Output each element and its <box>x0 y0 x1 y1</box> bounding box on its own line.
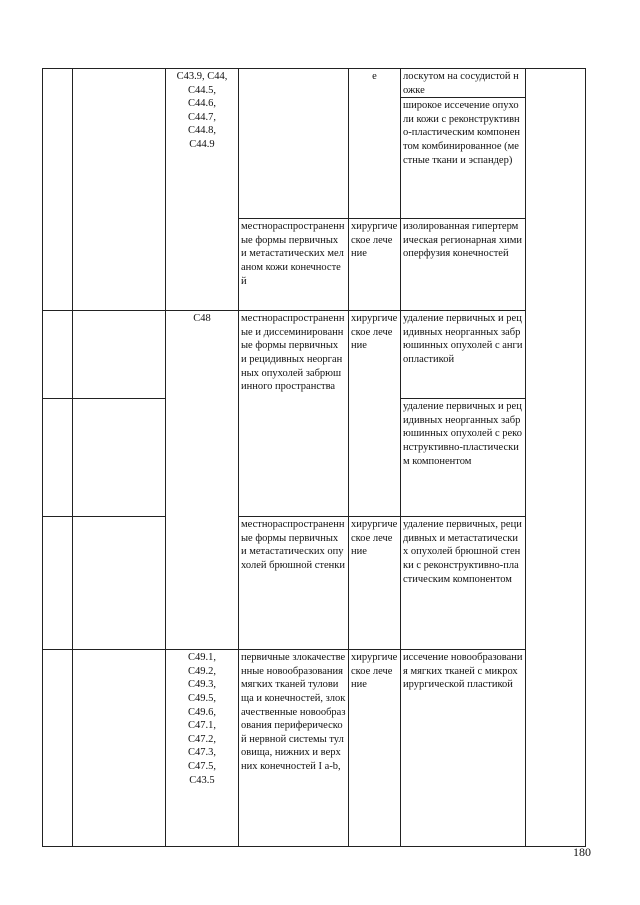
cell-codes: C48 <box>166 311 239 650</box>
cell-group <box>73 517 166 650</box>
cell-codes <box>166 69 239 311</box>
cell-extra <box>526 69 586 847</box>
cell-group <box>73 69 166 311</box>
code-line: C44.6, <box>187 98 216 110</box>
cell-model: местнораспространенные и диссеминированные формы первичных и рецидивных неорганных опухолей забрюшинного пространства <box>239 311 349 517</box>
page-number: 180 <box>573 845 591 859</box>
code-line: C47.2, <box>187 733 216 745</box>
cell-codes <box>166 650 239 847</box>
cell-group <box>73 650 166 847</box>
code-line: C49.1, <box>187 652 216 664</box>
code-line: C47.1, <box>187 720 216 732</box>
code-line: C49.3, <box>187 679 216 691</box>
cell-model: местнораспространенные формы первичных и метастатических меланом кожи конечностей <box>239 219 349 311</box>
cell-method: удаление первичных и рецидивных неорганных забрюшинных опухолей с реконструктивно-пластическим компонентом <box>401 399 526 517</box>
cell-method: изолированная гипертермическая регионарная химиоперфузия конечностей <box>401 219 526 311</box>
code-line: C49.2, <box>187 665 216 677</box>
code-line: C44.7, <box>187 111 216 123</box>
table-row <box>43 517 586 650</box>
cell-index <box>43 650 73 847</box>
cell-method: лоскутом на сосудистой ножке <box>401 69 526 98</box>
cell-model: первичные злокачественные новообразования мягких тканей туловища и конечностей, злокачественные новообразования периферической нервной системы туловища, нижних и верхних конечностей I a-b, <box>239 650 349 847</box>
table-row <box>43 650 586 847</box>
cell-index <box>43 311 73 399</box>
code-line: C44.8, <box>187 125 216 137</box>
table-row <box>43 311 586 399</box>
code-line: C49.6, <box>187 706 216 718</box>
code-line: C44.9 <box>189 138 215 150</box>
code-line: C47.5, <box>187 760 216 772</box>
cell-treatment-type: хирургическое лечение <box>349 311 401 517</box>
cell-method: широкое иссечение опухоли кожи с реконструктивно-пластическим компонентом комбинированное (местные ткани и эспандер) <box>401 98 526 219</box>
code-line: C49.5, <box>187 692 216 704</box>
code-line: C43.5 <box>189 774 215 786</box>
cell-treatment-type: хирургическое лечение <box>349 219 401 311</box>
code-line: C47.3, <box>187 747 216 759</box>
cell-model: местнораспространенные формы первичных и метастатических опухолей брюшной стенки <box>239 517 349 650</box>
cell-treatment-type: е <box>349 69 401 219</box>
code-line: C43.9, C44, <box>176 71 228 82</box>
cell-method: удаление первичных, рецидивных и метастатических опухолей брюшной стенки с реконструктивно-пластическим компонентом <box>401 517 526 650</box>
cell-group <box>73 311 166 399</box>
cell-method: иссечение новообразования мягких тканей с микрохирургической пластикой <box>401 650 526 847</box>
cell-model <box>239 69 349 219</box>
cell-treatment-type: хирургическое лечение <box>349 517 401 650</box>
cell-index <box>43 69 73 311</box>
cell-index <box>43 399 73 517</box>
cell-index <box>43 517 73 650</box>
table-row <box>43 69 586 98</box>
code-line: C44.5, <box>187 84 216 96</box>
procedures-table <box>42 68 586 847</box>
cell-method: удаление первичных и рецидивных неорганных забрюшинных опухолей с ангиопластикой <box>401 311 526 399</box>
cell-group <box>73 399 166 517</box>
cell-treatment-type: хирургическое лечение <box>349 650 401 847</box>
